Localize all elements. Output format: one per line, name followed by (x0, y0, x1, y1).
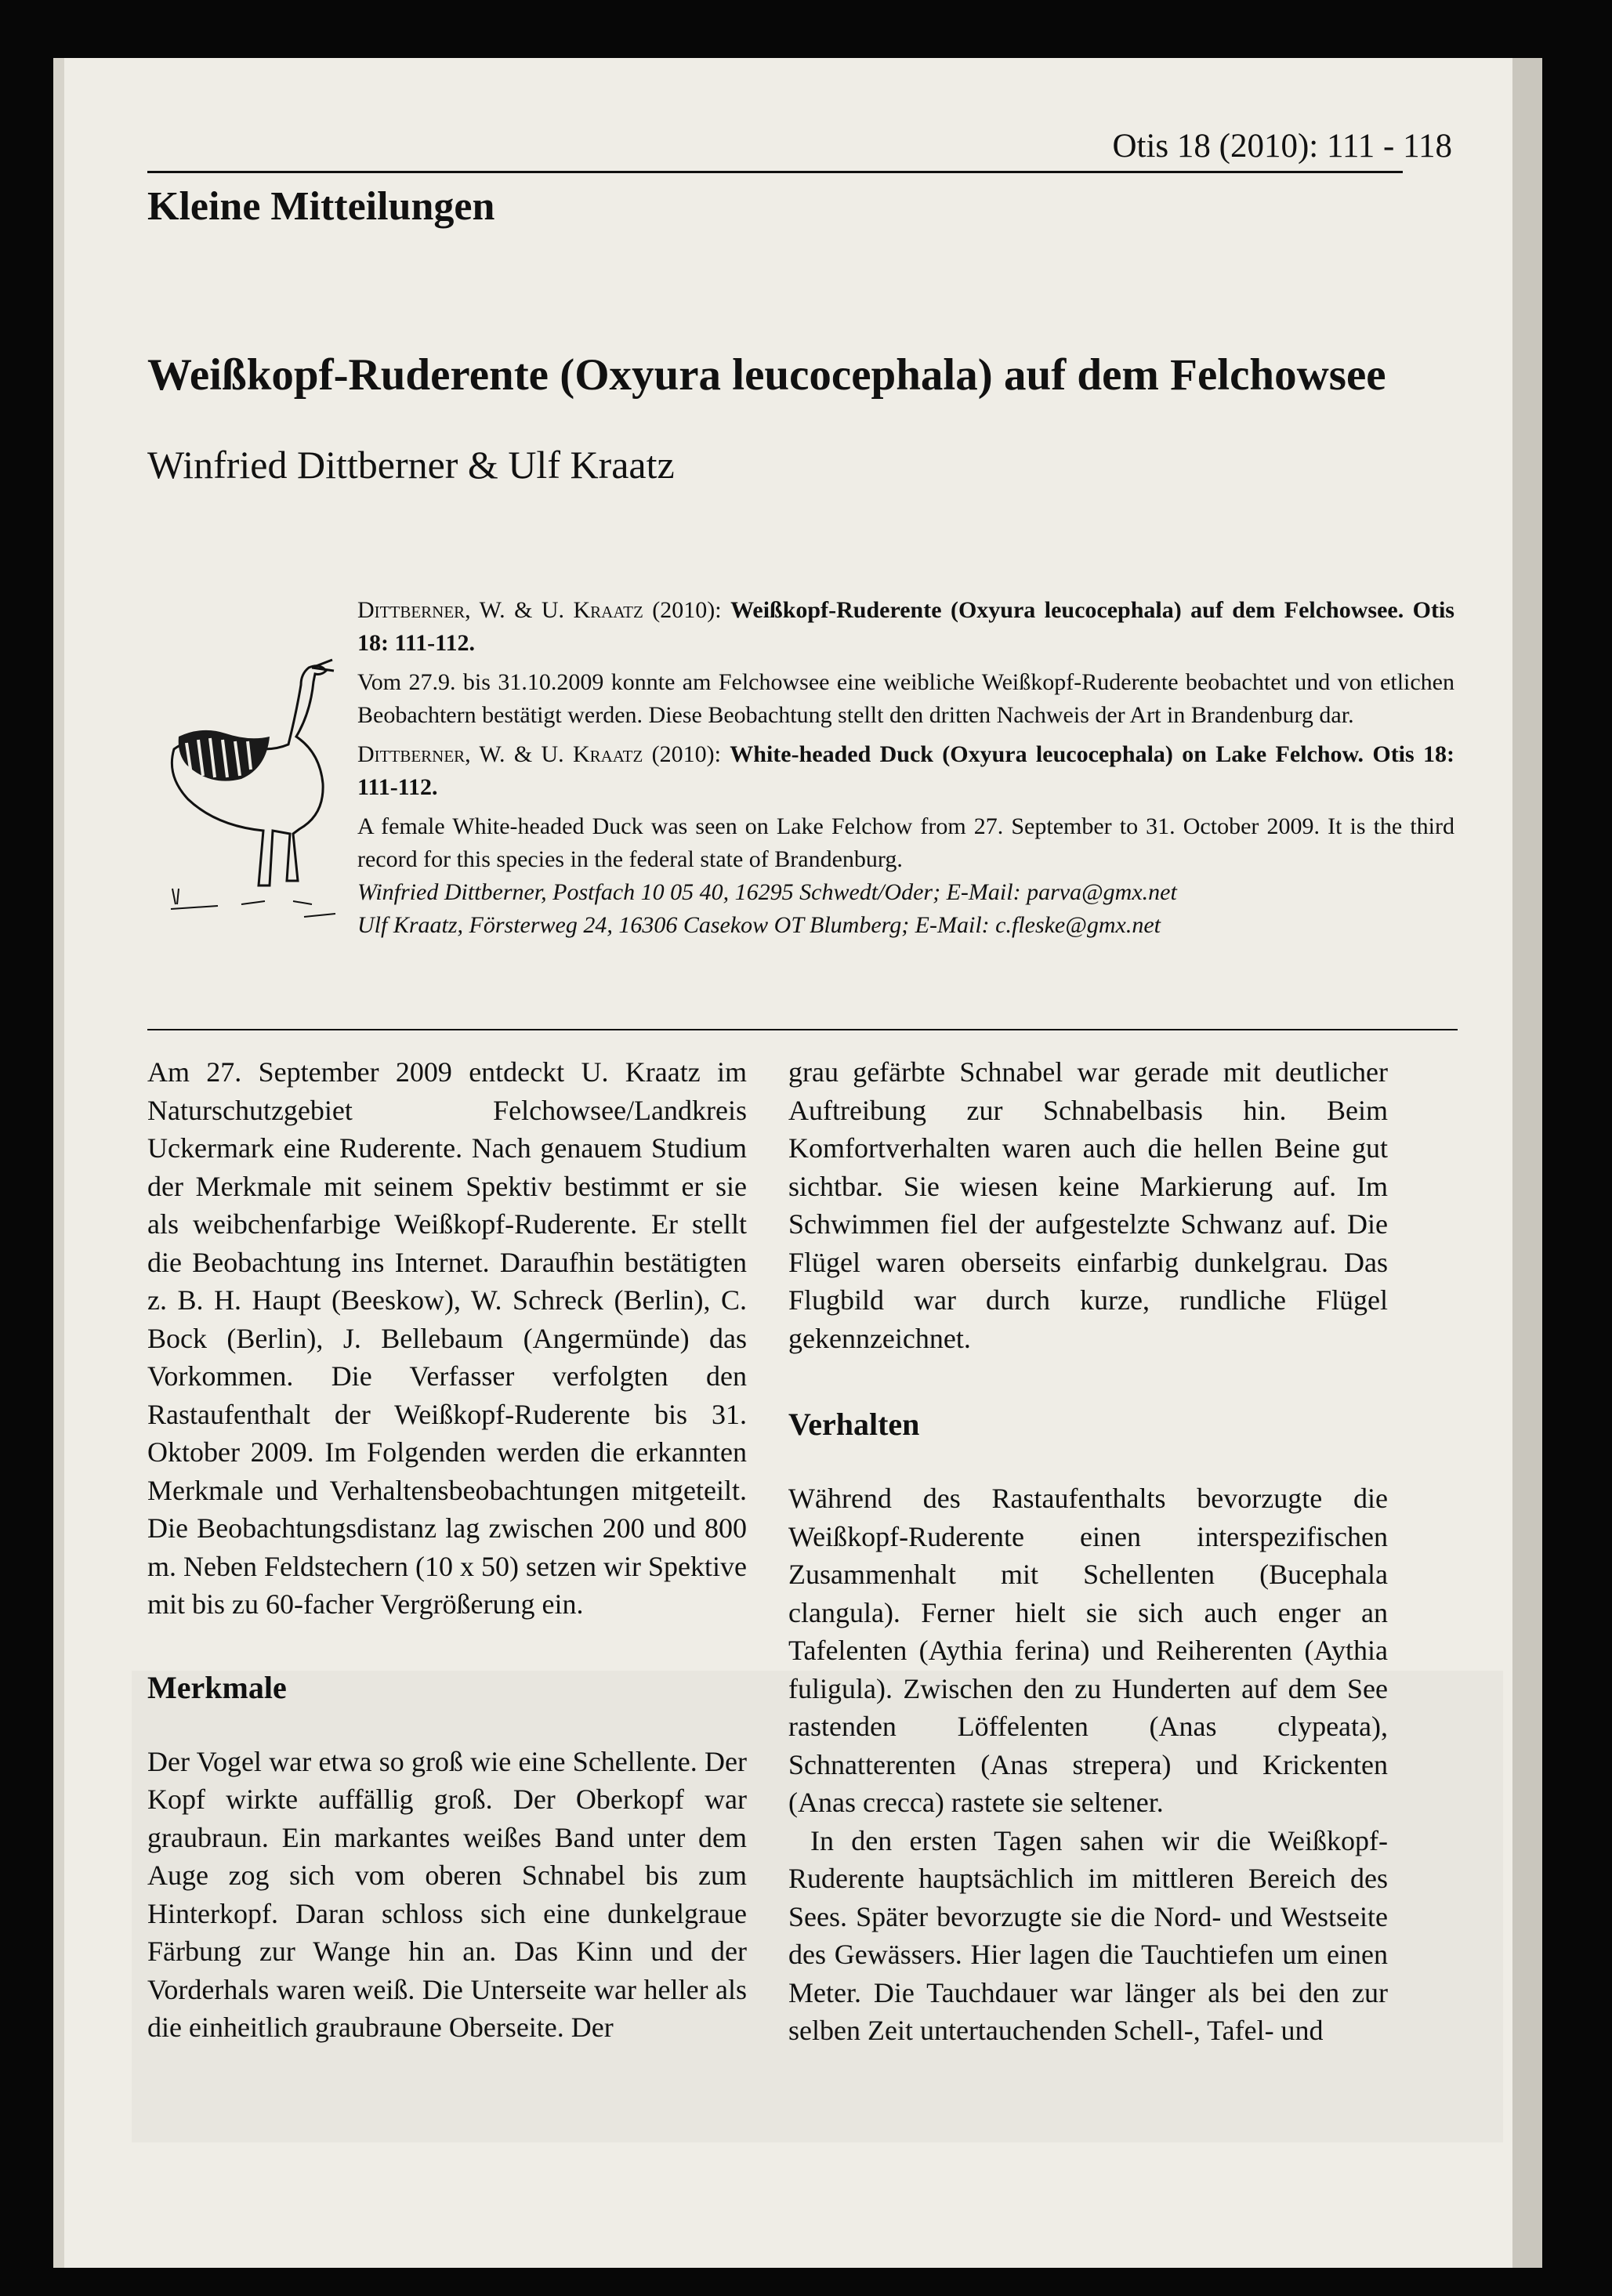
page-edge-left (53, 58, 64, 2268)
heading-verhalten: Verhalten (788, 1407, 920, 1442)
journal-page (53, 58, 1542, 2268)
citation-year-en: (2010): (651, 741, 721, 767)
verhalten-paragraph-1: Während des Rastaufenthalts bevorzugte die Weißkopf-Ruderente einen interspezifischen Zusammenhalt mit Schellenten (Bucephala clangula). Ferner hielt sie sich auch enger an Tafelenten (Aythia ferina) und Reiherenten (Aythia fuligula). Zwischen den zu Hunderten auf dem See rastenden Löffelenten (Anas clypeata), Schnatterenten (Anas strepera) und Krickenten (Anas crecca) rastete sie seltener. (788, 1483, 1388, 1818)
abstract-german-citation (357, 594, 1454, 660)
citation-authors-de: Dittberner, W. & U. Kraatz (357, 597, 643, 623)
left-column (147, 1053, 747, 2047)
verhalten-paragraph-2: In den ersten Tagen sahen wir die Weißkopf-Ruderente hauptsächlich im mittleren Bereich des Sees. Später bevorzugte sie die Nord- und Westseite des Gewässers. Hier lagen die Tauchtiefen um einen Meter. Die Tauchdauer war länger als bei den zur selben Zeit untertauchenden Schell-, Tafel- und (788, 1824, 1388, 2046)
heading-merkmale: Merkmale (147, 1669, 287, 1705)
abstract-english-citation (357, 738, 1454, 804)
citation-year-de: (2010): (652, 597, 722, 623)
running-head: Otis 18 (2010): 111 - 118 (1112, 128, 1452, 165)
merkmale-paragraph: Der Vogel war etwa so groß wie eine Schellente. Der Kopf wirkte auffällig groß. Der Oberkopf war graubraun. Ein markantes weißes Band unter dem Auge zog sich vom oberen Schnabel bis zum Hinterkopf. Daran schloss sich eine dunkelgraue Färbung zur Wange hin an. Das Kinn und der Vorderhals waren weiß. Die Unterseite war heller als die einheitlich graubraune Oberseite. Der (147, 1745, 747, 2043)
right-column (788, 1053, 1388, 2050)
bustard-logo-icon (155, 650, 343, 940)
section-title: Kleine Mitteilungen (147, 184, 495, 229)
abstract-block (357, 594, 1454, 942)
merkmale-continued-paragraph: grau gefärbte Schnabel war gerade mit deutlicher Auftreibung zur Schnabelbasis hin. Beim Komfortverhalten waren auch die hellen Beine gut sichtbar. Sie wiesen keine Markierung auf. Im Schwimmen fiel der aufgestelzte Schwanz auf. Die Flügel waren oberseits einfarbig dunkelgrau. Das Flugbild war durch kurze, rundliche Flügel gekennzeichnet. (788, 1056, 1388, 1354)
author-address-1: Winfried Dittberner, Postfach 10 05 40, 16295 Schwedt/Oder; E-Mail: parva@gmx.net (357, 879, 1177, 905)
abstract-german-text: Vom 27.9. bis 31.10.2009 konnte am Felchowsee eine weibliche Weißkopf-Ruderente beobachtet und von etlichen Beobachtern bestätigt werden. Diese Beobachtung stellt den dritten Nachweis der Art in Brandenburg dar. (357, 669, 1454, 728)
citation-title-en: White-headed Duck (Oxyura leucocephala) on Lake Felchow. Otis 18: 111-112. (357, 741, 1455, 800)
abstract-rule (147, 1029, 1458, 1030)
citation-authors-en: Dittberner, W. & U. Kraatz (357, 741, 643, 767)
abstract-english-text: A female White-headed Duck was seen on Lake Felchow from 27. September to 31. October 2009. It is the third record for this species in the federal state of Brandenburg. (357, 813, 1454, 872)
header-rule (147, 171, 1403, 173)
article-title: Weißkopf-Ruderente (Oxyura leucocephala) auf dem Felchowsee (147, 350, 1386, 400)
author-address-2: Ulf Kraatz, Försterweg 24, 16306 Casekow OT Blumberg; E-Mail: c.fleske@gmx.net (357, 912, 1161, 938)
page-edge-right (1512, 58, 1542, 2268)
article-authors: Winfried Dittberner & Ulf Kraatz (147, 443, 675, 487)
intro-paragraph: Am 27. September 2009 entdeckt U. Kraatz im Naturschutzgebiet Felchowsee/Landkreis Uckermark eine Ruderente. Nach genauem Studium der Merkmale mit seinem Spektiv bestimmt er sie als weibchenfarbige Weißkopf-Ruderente. Er stellt die Beobachtung ins Internet. Daraufhin bestätigten z. B. H. Haupt (Beeskow), W. Schreck (Berlin), C. Bock (Berlin), J. Bellebaum (Angermünde) das Vorkommen. Die Verfasser verfolgten den Rastaufenthalt der Weißkopf-Ruderente bis 31. Oktober 2009. Im Folgenden werden die erkannten Merkmale und Verhaltensbeobachtungen mitgeteilt. Die Beobachtungsdistanz lag zwischen 200 und 800 m. Neben Feldstechern (10 x 50) setzen wir Spektive mit bis zu 60-facher Vergrößerung ein. (147, 1056, 747, 1620)
citation-title-de: Weißkopf-Ruderente (Oxyura leucocephala) auf dem Felchowsee. Otis 18: 111-112. (357, 597, 1454, 656)
